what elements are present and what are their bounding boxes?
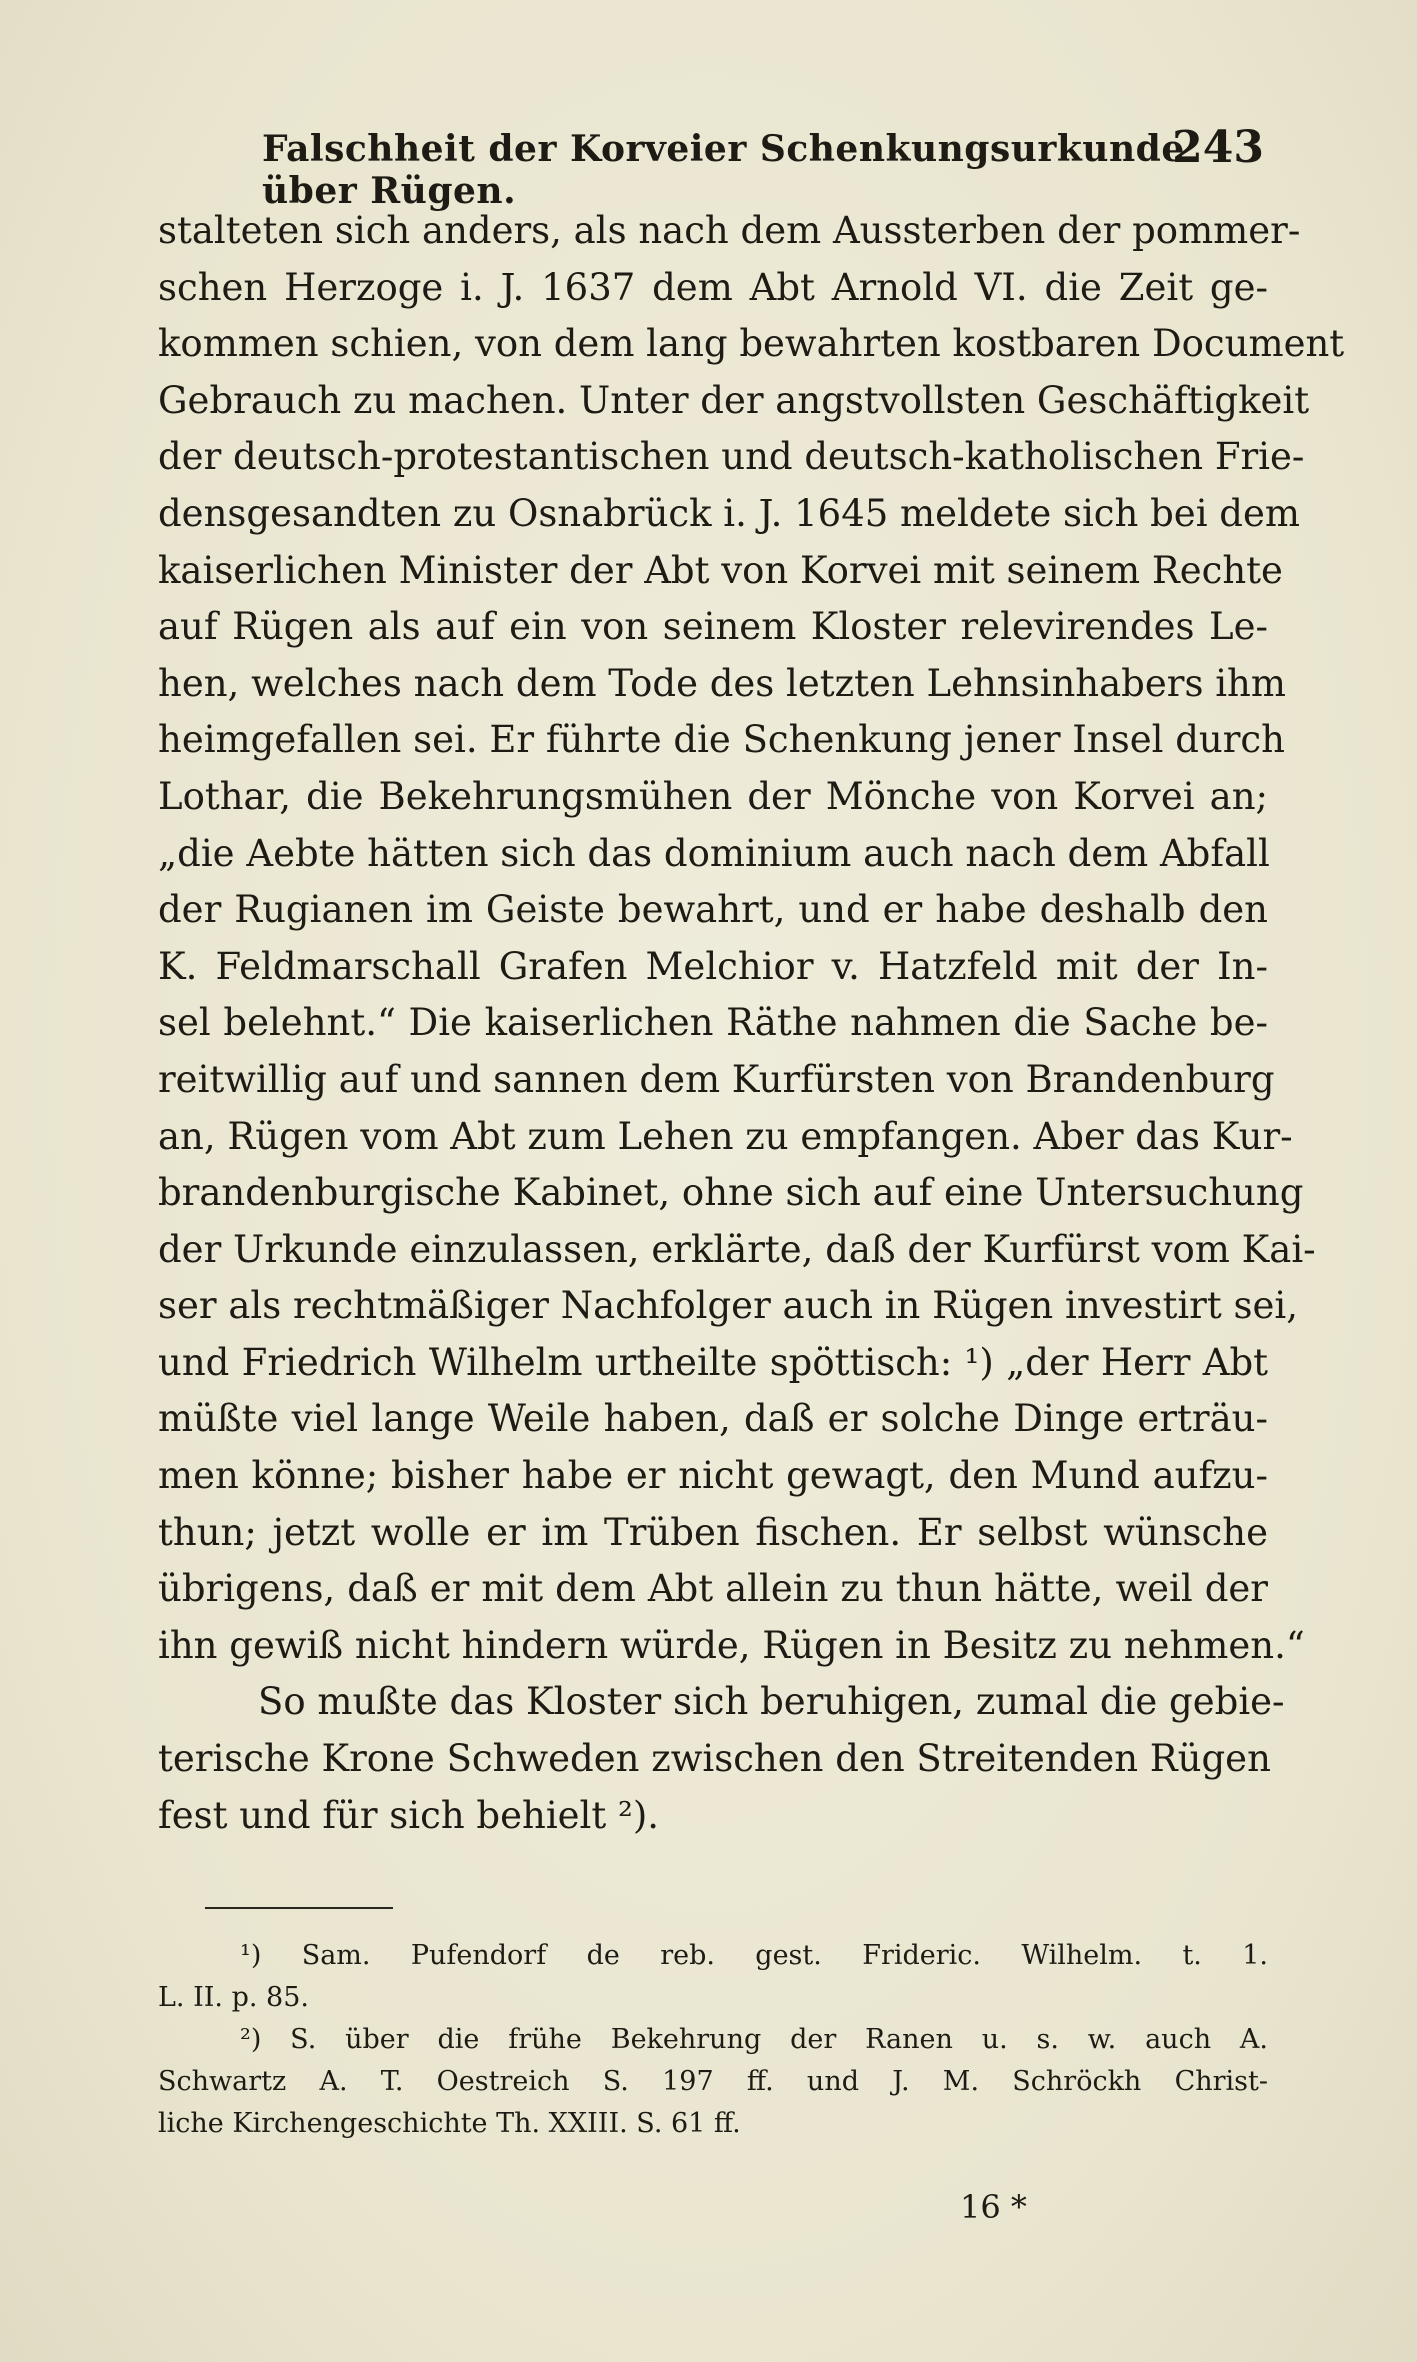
footnote-separator	[205, 1907, 393, 1909]
footnote-2-line: ²) S. über die frühe Bekehrung der Ranen u. s. w. auch A.	[240, 2024, 1268, 2055]
text-line: K. Feldmarschall Grafen Melchior v. Hatzfeld mit der In-	[158, 944, 1268, 988]
text-line: der Rugianen im Geiste bewahrt, und er habe deshalb den	[158, 888, 1268, 932]
text-line: reitwillig auf und sannen dem Kurfürsten von Brandenburg	[158, 1057, 1275, 1101]
text-line: kommen schien, von dem lang bewahrten kostbaren Document	[158, 322, 1345, 366]
text-line: an, Rügen vom Abt zum Lehen zu empfangen. Aber das Kur-	[158, 1114, 1293, 1158]
text-line: der deutsch-protestantischen und deutsch-katholischen Frie-	[158, 435, 1305, 479]
text-line: ihn gewiß nicht hindern würde, Rügen in Besitz zu nehmen.“	[158, 1623, 1305, 1667]
footnotes	[158, 1935, 1268, 2145]
footnote-2-line: liche Kirchengeschichte Th. XXIII. S. 61 ff.	[158, 2108, 741, 2139]
text-line: schen Herzoge i. J. 1637 dem Abt Arnold VI. die Zeit ge-	[158, 265, 1268, 309]
text-line: müßte viel lange Weile haben, daß er solche Dinge erträu-	[158, 1397, 1268, 1441]
text-line: und Friedrich Wilhelm urtheilte spöttisch: ¹) „der Herr Abt	[158, 1340, 1268, 1384]
text-line: sel belehnt.“ Die kaiserlichen Räthe nahmen die Sache be-	[158, 1001, 1268, 1045]
footnote-1-line: L. II. p. 85.	[158, 1982, 309, 2013]
text-line: So mußte das Kloster sich beruhigen, zumal die gebie-	[258, 1680, 1285, 1724]
page-number: 243	[1172, 122, 1264, 173]
footnote-2-line: Schwartz A. T. Oestreich S. 197 ff. und J. M. Schröckh Christ-	[158, 2066, 1268, 2097]
text-line: ser als rechtmäßiger Nachfolger auch in Rügen investirt sei,	[158, 1284, 1298, 1328]
body-text	[158, 203, 1345, 1844]
text-line: heimgefallen sei. Er führte die Schenkung jener Insel durch	[158, 718, 1285, 762]
footnote-1-line: ¹) Sam. Pufendorf de reb. gest. Frideric. Wilhelm. t. 1.	[240, 1940, 1268, 1971]
text-line: hen, welches nach dem Tode des letzten Lehnsinhabers ihm	[158, 661, 1286, 705]
text-line: thun; jetzt wolle er im Trüben fischen. Er selbst wünsche	[158, 1510, 1268, 1554]
text-line: densgesandten zu Osnabrück i. J. 1645 meldete sich bei dem	[158, 491, 1300, 535]
running-title: Falschheit der Korveier Schenkungsurkunde über Rügen.	[262, 128, 1185, 212]
text-line: Lothar, die Bekehrungsmühen der Mönche von Korvei an;	[158, 774, 1268, 818]
signature-mark: 16 *	[960, 2188, 1027, 2226]
text-line: der Urkunde einzulassen, erklärte, daß der Kurfürst vom Kai-	[158, 1227, 1316, 1271]
text-line: kaiserlichen Minister der Abt von Korvei mit seinem Rechte	[158, 548, 1283, 592]
text-line: übrigens, daß er mit dem Abt allein zu thun hätte, weil der	[158, 1567, 1268, 1611]
text-line: auf Rügen als auf ein von seinem Kloster relevirendes Le-	[158, 605, 1268, 649]
text-line: terische Krone Schweden zwischen den Streitenden Rügen	[158, 1737, 1271, 1781]
text-line: fest und für sich behielt ²).	[158, 1793, 660, 1837]
text-line: brandenburgische Kabinet, ohne sich auf eine Untersuchung	[158, 1171, 1304, 1215]
text-line: Gebrauch zu machen. Unter der angstvollsten Geschäftigkeit	[158, 378, 1310, 422]
text-line: men könne; bisher habe er nicht gewagt, den Mund aufzu-	[158, 1454, 1268, 1498]
text-line: „die Aebte hätten sich das dominium auch nach dem Abfall	[158, 831, 1270, 875]
text-line: stalteten sich anders, als nach dem Aussterben der pommer-	[158, 209, 1301, 252]
page-header	[262, 122, 1264, 212]
